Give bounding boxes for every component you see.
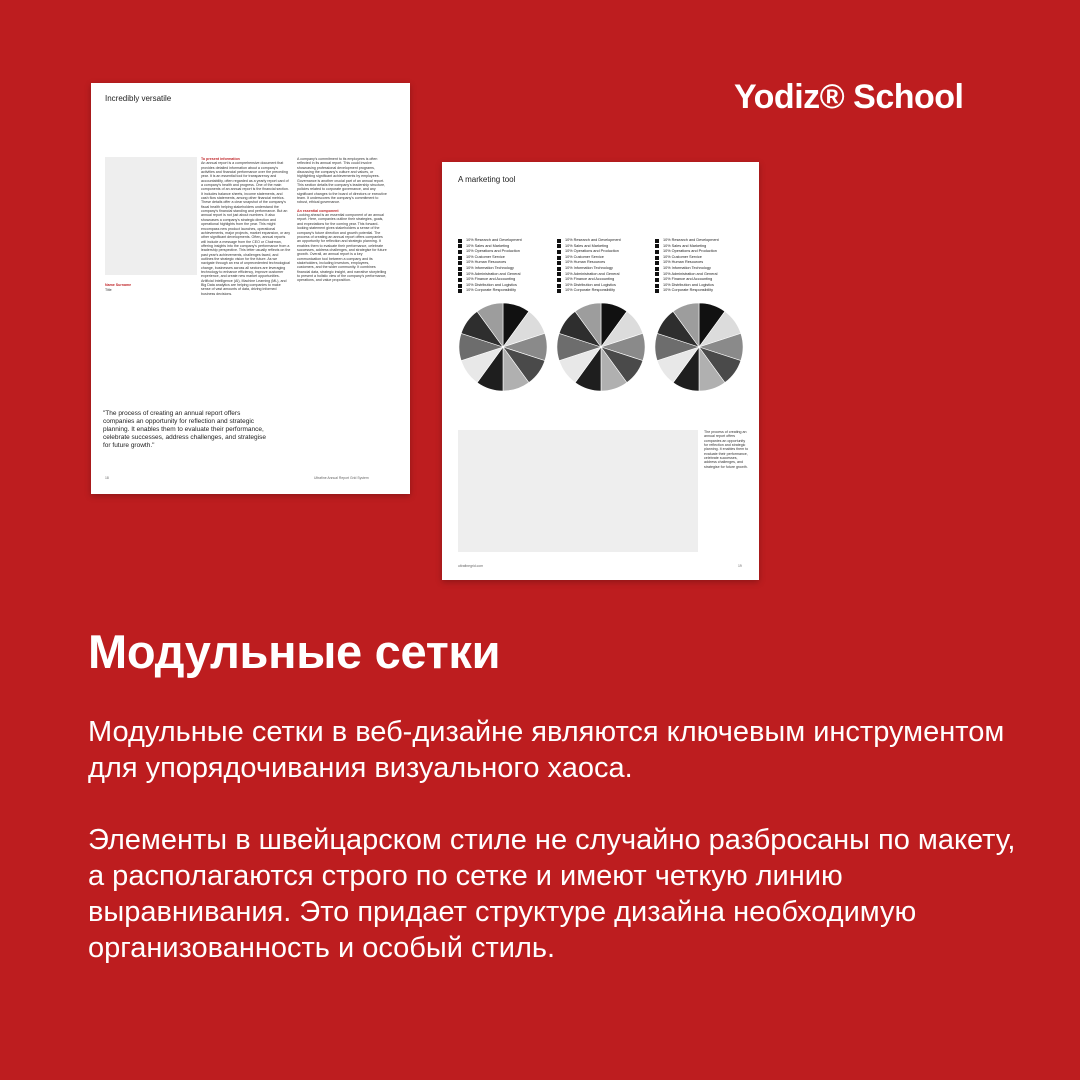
chart-legend xyxy=(655,238,719,294)
legend-label: 10% Operations and Production xyxy=(663,249,717,254)
legend-label: 10% Operations and Production xyxy=(466,249,520,254)
legend-swatch-icon xyxy=(655,256,659,260)
pie-chart xyxy=(458,302,548,392)
legend-label: 10% Finance and Accounting xyxy=(565,277,615,282)
legend-swatch-icon xyxy=(655,250,659,254)
legend-label: 10% Sales and Marketing xyxy=(565,243,609,248)
legend-swatch-icon xyxy=(557,278,561,282)
legend-swatch-icon xyxy=(655,244,659,248)
image-placeholder xyxy=(105,157,197,275)
legend-label: 10% Administration and General xyxy=(663,271,718,276)
legend-swatch-icon xyxy=(655,289,659,293)
page-title: Incredibly versatile xyxy=(105,94,172,103)
main-heading: Модульные сетки xyxy=(88,625,501,678)
pull-quote: "The process of creating an annual report offers companies an opportunity for reflection and strategic planning. It enables them to evaluate their performance, celebrate successes, address challenges, and strategise for future growth." xyxy=(103,410,266,449)
legend-swatch-icon xyxy=(458,267,462,271)
page-number: 19 xyxy=(738,564,742,568)
text-column-2 xyxy=(297,157,387,372)
legend-swatch-icon xyxy=(458,239,462,243)
legend-swatch-icon xyxy=(458,256,462,260)
legend-label: 10% Customer Service xyxy=(565,254,604,259)
legend-label: 10% Research and Development xyxy=(565,238,621,242)
legend-swatch-icon xyxy=(458,250,462,254)
legend-label: 10% Information Technology xyxy=(663,265,711,270)
legend-label: 10% Corporate Responsibility xyxy=(663,288,714,293)
legend-swatch-icon xyxy=(458,278,462,282)
text-column-1 xyxy=(201,157,291,407)
legend-swatch-icon xyxy=(458,272,462,276)
legend-label: 10% Finance and Accounting xyxy=(466,277,516,282)
side-note: The process of creating an annual report offers companies an opportunity for reflection and strategic planning. It enables them to evaluate their performance, celebrate successes, address challenges, and strategise for future growth. xyxy=(704,430,749,469)
legend-label: 10% Distribution and Logistics xyxy=(663,282,714,287)
legend-swatch-icon xyxy=(655,261,659,265)
caption-title: Title xyxy=(105,288,112,292)
legend-swatch-icon xyxy=(655,239,659,243)
legend-label: 10% Distribution and Logistics xyxy=(565,282,616,287)
page-footer: Ultrafine Annual Report Grid System xyxy=(314,476,369,480)
body-text: An annual report is a comprehensive document that provides detailed information about a company's activities and financial performance over the preceding year. It is an essential tool for transparency and accountability, often regarded as a yearly report card of a company's health and progress. One of the main components of an annual report is the financial section. It includes balance sheets, income statements, and cash flow statements, among other financial metrics. These details offer a clear snapshot of the company's fiscal health helping stakeholders understand the company's financial standing and performance. But an annual report is not just about numbers. It also showcases a company's strategic direction and operational highlights from the year. This might encompass new product launches, operational achievements, major projects, market expansion, or any other significant developments. Often, annual reports will include a message from the CEO or Chairman, offering insights into the company's performance from a leadership perspective. This letter usually reflects on the past year's achievements, challenges faced, and outlines the strategic vision for the future. As we navigate through an era of unprecedented technological change, businesses across all sectors are leveraging technology to enhance efficiency, improve customer experience, and create new market opportunities. Artificial Intelligence (AI), Machine Learning (ML), and Big Data analytics are helping companies to make sense of vast amounts of data, driving informed business decisions. xyxy=(201,161,291,296)
page-footer: ultrafinegrid.com xyxy=(458,564,484,568)
legend-swatch-icon xyxy=(655,284,659,288)
legend-swatch-icon xyxy=(458,289,462,293)
legend-swatch-icon xyxy=(458,261,462,265)
body-text: Looking ahead is an essential component of an annual report. Here, companies outline their strategies, goals, and expectations for the coming year. This forward-looking statement gives stakeholders a sense of the company's future direction and growth potential. The process of creating an annual report offers companies an opportunity for reflection and strategic planning. It enables them to evaluate their performance, celebrate successes, address challenges, and strategise for future growth. Overall, an annual report is a key communication tool between a company and its stakeholders, including investors, employees, customers, and the wider community. It combines financial data, strategic insight, and narrative storytelling to present a holistic view of the company's performance, operations, and value proposition. xyxy=(297,213,387,283)
legend-label: 10% Human Resources xyxy=(663,260,704,265)
legend-swatch-icon xyxy=(557,272,561,276)
legend-label: 10% Customer Service xyxy=(663,254,702,259)
legend-label: 10% Information Technology xyxy=(466,265,514,270)
legend-swatch-icon xyxy=(458,284,462,288)
legend-item xyxy=(557,288,621,294)
legend-label: 10% Corporate Responsibility xyxy=(565,288,616,293)
legend-label: 10% Operations and Production xyxy=(565,249,619,254)
legend-label: 10% Information Technology xyxy=(565,265,613,270)
document-page-right xyxy=(442,162,759,580)
legend-label: 10% Human Resources xyxy=(466,260,507,265)
legend-label: 10% Research and Development xyxy=(663,238,719,242)
legend-item xyxy=(458,288,522,294)
legend-swatch-icon xyxy=(557,244,561,248)
legend-swatch-icon xyxy=(655,272,659,276)
body-text: A company's commitment to its employees is often reflected in its annual report. This could involve showcasing professional development programs, discussing the company's culture and values, or highlighting significant achievements by employees. Governance is another crucial part of an annual report. This section details the company's leadership structure, policies related to corporate governance, and any significant changes to the board of directors or executive team. It underscores the company's commitment to robust, ethical governance. xyxy=(297,157,387,205)
column-heading: To present information xyxy=(201,157,240,161)
legend-label: 10% Finance and Accounting xyxy=(663,277,713,282)
intro-paragraph: Модульные сетки в веб-дизайне являются ключевым инструментом для упорядочивания визуального хаоса. xyxy=(88,716,1005,784)
legend-swatch-icon xyxy=(557,284,561,288)
pie-chart xyxy=(654,302,744,392)
legend-label: 10% Human Resources xyxy=(565,260,606,265)
column-heading: An essential component xyxy=(297,208,339,213)
legend-label: 10% Sales and Marketing xyxy=(466,243,510,248)
legend-swatch-icon xyxy=(655,267,659,271)
legend-label: 10% Research and Development xyxy=(466,238,522,242)
legend-swatch-icon xyxy=(557,250,561,254)
legend-label: 10% Sales and Marketing xyxy=(663,243,707,248)
pie-chart xyxy=(556,302,646,392)
legend-swatch-icon xyxy=(458,244,462,248)
legend-label: 10% Administration and General xyxy=(565,271,620,276)
legend-swatch-icon xyxy=(557,267,561,271)
legend-label: 10% Administration and General xyxy=(466,271,521,276)
page-title: A marketing tool xyxy=(458,175,516,184)
chart-legend xyxy=(557,238,621,294)
brand-logo: Yodiz® School xyxy=(734,78,964,116)
legend-label: 10% Customer Service xyxy=(466,254,505,259)
legend-label: 10% Distribution and Logistics xyxy=(466,282,517,287)
caption-name: Name Surname xyxy=(105,283,132,287)
legend-label: 10% Corporate Responsibility xyxy=(466,288,517,293)
page-number: 18 xyxy=(105,476,109,480)
legend-swatch-icon xyxy=(557,261,561,265)
body-paragraph: Элементы в швейцарском стиле не случайно разбросаны по макету, а располагаются строго по сетке и имеют четкую линию выравнивания. Это придает структуре дизайна необходимую организованность и особый стиль. xyxy=(88,824,1016,964)
image-placeholder xyxy=(458,430,698,552)
legend-swatch-icon xyxy=(557,239,561,243)
legend-swatch-icon xyxy=(655,278,659,282)
chart-legend xyxy=(458,238,522,294)
document-page-left xyxy=(91,83,410,494)
legend-item xyxy=(655,288,719,294)
legend-swatch-icon xyxy=(557,289,561,293)
legend-swatch-icon xyxy=(557,256,561,260)
